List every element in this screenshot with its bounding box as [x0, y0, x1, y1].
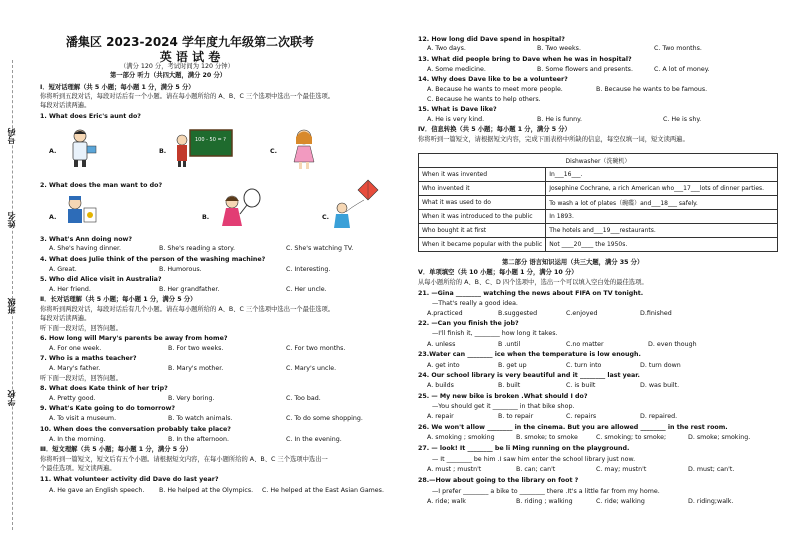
q22-option-b[interactable]: B .until — [498, 341, 521, 348]
q13-options — [418, 66, 778, 74]
q14-option-c[interactable]: C. Because he wants to help others. — [427, 96, 541, 103]
table-row — [419, 168, 778, 182]
question-14: 14. Why does Dave like to be a volunteer? — [418, 76, 568, 83]
q9-options — [40, 415, 392, 423]
q4-option-c[interactable]: C. Interesting. — [286, 266, 331, 273]
q24-option-a[interactable]: A. builds — [427, 382, 454, 389]
section1-instruction-2: 每段对话读两遍。 — [40, 102, 91, 109]
q22-option-c[interactable]: C.no matter — [566, 341, 604, 348]
q27-option-a[interactable]: A. must ; mustn't — [427, 466, 482, 473]
q23-option-a[interactable]: A. get into — [427, 362, 460, 369]
q4-option-a[interactable]: A. Great. — [49, 266, 77, 273]
q26-option-a[interactable]: A. smoking ; smoking — [427, 434, 495, 441]
q6-option-c[interactable]: C. For two months. — [286, 345, 346, 352]
section4-instruction: 你将听到一篇短文，请根据短文内容，完成下面表格中所缺的信息，每空仅填一词，短文读两遍。 — [418, 136, 689, 143]
q21-option-b[interactable]: B.suggested — [498, 310, 538, 317]
blank-16[interactable]: In___16___. — [546, 168, 778, 182]
question-26: 26. We won't allow ________ in the cinema. But you are allowed ________ in the rest room. — [418, 424, 728, 431]
q26-option-d[interactable]: D. smoke; smoking. — [688, 434, 751, 441]
q6-option-a[interactable]: A. For one week. — [49, 345, 102, 352]
q25-option-a[interactable]: A. repair — [427, 413, 454, 420]
teacher-blackboard-icon — [174, 126, 236, 168]
q9-option-a[interactable]: A. To visit a museum. — [49, 415, 117, 422]
q14-options — [418, 86, 778, 94]
option-label-b: B. — [159, 148, 167, 155]
row-value: In 1893. — [546, 210, 778, 224]
label-class: 班级 — [7, 298, 16, 314]
question-6: 6. How long will Mary's parents be away from home? — [40, 335, 228, 342]
girl-tennis-icon — [216, 188, 266, 232]
q22-options — [418, 341, 778, 349]
question-27: 27. — look! It ________ be li Ming running on the playground. — [418, 445, 630, 452]
q4-options — [40, 266, 392, 274]
option-label-c: C. — [270, 148, 278, 155]
q12-option-a[interactable]: A. Two days. — [427, 45, 466, 52]
q23-option-d[interactable]: D. turn down — [640, 362, 681, 369]
q13-option-c[interactable]: C. A lot of money. — [654, 66, 710, 73]
question-4: 4. What does Julie think of the person of the washing machine? — [40, 256, 266, 263]
q28-reply: —I prefer ________ a bike to ________ there .It's a little far from my home. — [432, 488, 660, 495]
section2-listen-1: 听下面一段对话，回答问题。 — [40, 325, 122, 332]
section2-heading: Ⅱ．长对话理解（共 5 小题；每小题 1 分，满分 5 分） — [40, 296, 197, 303]
table-row — [419, 210, 778, 224]
part2-heading: 第二部分 语言知识运用（共三大题，满分 35 分） — [502, 259, 644, 266]
question-12: 12. How long did Dave spend in hospital? — [418, 36, 565, 43]
table-row — [419, 224, 778, 238]
q7-option-b[interactable]: B. Mary's mother. — [168, 365, 224, 372]
q27-option-d[interactable]: D. must; can't. — [688, 466, 735, 473]
q14-option-b[interactable]: B. Because he wants to be famous. — [596, 86, 708, 93]
q12-option-b[interactable]: B. Two weeks. — [537, 45, 581, 52]
q7-option-a[interactable]: A. Mary's father. — [49, 365, 101, 372]
row-key: Who bought it at first — [419, 224, 546, 238]
question-8: 8. What does Kate think of her trip? — [40, 385, 168, 392]
section5-instruction: 从每小题所给的 A、B、C、D 四个选项中，选出一个可以填入空白处的最佳选项。 — [418, 279, 648, 286]
section3-instruction-2: 个最佳选项。短文读两遍。 — [40, 465, 116, 472]
question-21: 21. —Gina ________ watching the news about FIFA on TV tonight. — [418, 290, 644, 297]
row-key: Who invented it — [419, 182, 546, 196]
section2-instruction-2: 每段对话读两遍。 — [40, 315, 91, 322]
question-1: 1. What does Eric's aunt do? — [40, 113, 141, 120]
binding-margin — [0, 0, 24, 550]
question-24: 24. Our school library is very beautiful and it ________ last year. — [418, 372, 640, 379]
question-5: 5. Who did Alice visit in Australia? — [40, 276, 162, 283]
q21-options — [418, 310, 778, 318]
section5-heading: Ⅴ．单项填空（共 10 小题；每小题 1 分，满分 10 分） — [418, 269, 578, 276]
q15-option-a[interactable]: A. He is very kind. — [427, 116, 485, 123]
q25-option-b[interactable]: B. to repair — [498, 413, 534, 420]
part1-heading: 第一部分 听力（共四大题，满分 20 分） — [110, 72, 227, 79]
q5-options — [40, 286, 392, 294]
q26-option-c[interactable]: C. smoking; to smoke; — [596, 434, 667, 441]
q3-option-a[interactable]: A. She's having dinner. — [49, 245, 122, 252]
q23-option-b[interactable]: B. get up — [498, 362, 527, 369]
q7-options — [40, 365, 392, 373]
q6-option-b[interactable]: B. For two weeks. — [168, 345, 224, 352]
q8-option-c[interactable]: C. Too bad. — [286, 395, 321, 402]
q21-option-a[interactable]: A.practiced — [427, 310, 463, 317]
q9-option-b[interactable]: B. To watch animals. — [168, 415, 233, 422]
q27-options — [418, 466, 778, 474]
q11-option-c[interactable]: C. He helped at the East Asian Games. — [262, 487, 384, 494]
row-key: When it became popular with the public — [419, 238, 546, 252]
q3-options — [40, 245, 392, 253]
section2-instruction: 你将听到两段对话，每段对话后有几个小题。请在每小题所给的 A、B、C 三个选项中选出一个最佳选项。 — [40, 306, 335, 313]
section3-instruction: 你将听到一篇短文，短文后有五个小题。请根据短文内容，在每小题所给的 A、B、C 三个选项中选出一 — [40, 456, 328, 463]
option-label-b-2: B. — [202, 214, 210, 221]
dishwasher-table — [418, 153, 778, 252]
label-number: 号码 — [7, 128, 16, 144]
q28-option-d[interactable]: D. riding;walk. — [688, 498, 734, 505]
section1-instruction: 你将听到五段对话，每段对话后有一个小题。请在每小题所给的 A、B、C 三个选项中选出一个最佳选项。 — [40, 93, 335, 100]
q27-option-c[interactable]: C. may; mustn't — [596, 466, 647, 473]
boy-painting-icon — [60, 194, 100, 230]
q8-options — [40, 395, 392, 403]
blackboard-text: 100 - 50 = ? — [195, 137, 226, 143]
q22-option-a[interactable]: A. unless — [427, 341, 456, 348]
q10-option-c[interactable]: C. In the evening. — [286, 436, 342, 443]
table-header: Dishwasher（洗碗机） — [419, 154, 778, 168]
option-label-c-2: C. — [322, 214, 330, 221]
q5-option-c[interactable]: C. Her uncle. — [286, 286, 327, 293]
q13-option-b[interactable]: B. Some flowers and presents. — [537, 66, 633, 73]
exam-title: 潘集区 2023-2024 学年度九年级第二次联考 — [65, 35, 315, 49]
q15-option-c[interactable]: C. He is shy. — [663, 116, 702, 123]
blank-17[interactable]: Josephine Cochrane, a rich American who___17___lots of dinner parties. — [546, 182, 778, 196]
q9-option-c[interactable]: C. To do some shopping. — [286, 415, 363, 422]
q10-option-a[interactable]: A. In the morning. — [49, 436, 106, 443]
q27-option-b[interactable]: B. can; can't — [516, 466, 556, 473]
section3-heading: Ⅲ．短文理解（共 5 小题；每小题 1 分，满分 5 分） — [40, 446, 192, 453]
q28-options — [418, 498, 778, 506]
q24-option-c[interactable]: C. is built — [566, 382, 596, 389]
q11-options — [40, 487, 392, 495]
question-2: 2. What does the man want to do? — [40, 182, 163, 189]
q8-option-b[interactable]: B. Very boring. — [168, 395, 215, 402]
q28-option-b[interactable]: B. riding ; walking — [516, 498, 573, 505]
q23-option-c[interactable]: C. turn into — [566, 362, 602, 369]
question-15: 15. What is Dave like? — [418, 106, 497, 113]
option-label-a: A. — [49, 148, 57, 155]
q11-option-b[interactable]: B. He helped at the Olympics. — [159, 487, 254, 494]
q10-options — [40, 436, 392, 444]
q13-option-a[interactable]: A. Some medicine. — [427, 66, 486, 73]
section1-heading: Ⅰ．短对话理解（共 5 小题；每小题 1 分，满分 5 分） — [40, 84, 195, 91]
q5-option-b[interactable]: B. Her grandfather. — [159, 286, 220, 293]
q28-option-a[interactable]: A. ride; walk — [427, 498, 466, 505]
q4-option-b[interactable]: B. Humorous. — [159, 266, 202, 273]
q23-options — [418, 362, 778, 370]
q25-option-c[interactable]: C. repairs — [566, 413, 597, 420]
exam-subtitle: 英 语 试 卷 — [159, 50, 221, 64]
q22-reply: —I'll finish it, ________ how long it takes. — [432, 330, 558, 337]
q21-option-c[interactable]: C.enjoyed — [566, 310, 598, 317]
q3-option-c[interactable]: C. She's watching TV. — [286, 245, 354, 252]
q26-options — [418, 434, 778, 442]
exam-note: （满分 120 分，考试时间为 120 分钟） — [120, 63, 234, 70]
question-11: 11. What volunteer activity did Dave do last year? — [40, 476, 219, 483]
q25-option-d[interactable]: D. repaired. — [640, 413, 678, 420]
question-28: 28.—How about going to the library on foot ? — [418, 477, 579, 484]
q12-options — [418, 45, 778, 53]
question-23: 23.Water can ________ ice when the temperature is low enough. — [418, 351, 641, 358]
option-label-a-2: A. — [49, 214, 57, 221]
girl-singer-icon — [288, 128, 322, 170]
question-3: 3. What's Ann doing now? — [40, 236, 133, 243]
q24-option-d[interactable]: D. was built. — [640, 382, 680, 389]
q14-option-a[interactable]: A. Because he wants to meet more people. — [427, 86, 563, 93]
q8-option-a[interactable]: A. Pretty good. — [49, 395, 96, 402]
q25-reply: —You should get it ________ in that bike shop. — [432, 403, 575, 410]
q12-option-c[interactable]: C. Two months. — [654, 45, 702, 52]
table-row — [419, 238, 778, 252]
blank-19[interactable]: The hotels and___19___restaurants. — [546, 224, 778, 238]
table-row — [419, 182, 778, 196]
section4-heading: Ⅳ．信息转换（共 5 小题；每小题 1 分，满分 5 分） — [418, 126, 571, 133]
row-key: When it was introduced to the public — [419, 210, 546, 224]
question-25: 25. — My new bike is broken .What should I do? — [418, 393, 588, 400]
girl-kite-icon — [330, 178, 382, 232]
q22-option-d[interactable]: D. even though — [648, 341, 697, 348]
q26-option-b[interactable]: B. smoke; to smoke — [516, 434, 578, 441]
q3-option-b[interactable]: B. She's reading a story. — [159, 245, 235, 252]
q6-options — [40, 345, 392, 353]
blank-20[interactable]: Not ____20____ the 1950s. — [546, 238, 778, 252]
q27-reply: — It ________ be him .I saw him enter the school library just now. — [432, 456, 636, 463]
q7-option-c[interactable]: C. Mary's uncle. — [286, 365, 337, 372]
q28-option-c[interactable]: C. ride; walking — [596, 498, 645, 505]
question-13: 13. What did people bring to Dave when he was in hospital? — [418, 56, 632, 63]
q21-reply: —That's really a good idea. — [432, 300, 518, 307]
q15-options — [418, 116, 778, 124]
question-10: 10. When does the conversation probably take place? — [40, 426, 231, 433]
row-key: What it was used to do — [419, 196, 546, 210]
q24-options — [418, 382, 778, 390]
q25-options — [418, 413, 778, 421]
q11-option-a[interactable]: A. He gave an English speech. — [49, 487, 145, 494]
blank-18[interactable]: To wash a lot of plates（碗碟）and___18___ safely. — [546, 196, 778, 210]
q5-option-a[interactable]: A. Her friend. — [49, 286, 91, 293]
question-9: 9. What's Kate going to do tomorrow? — [40, 405, 176, 412]
label-name: 姓名 — [7, 212, 16, 228]
section2-listen-2: 听下面一段对话，回答问题。 — [40, 375, 122, 382]
doctor-icon — [62, 128, 102, 168]
table-row — [419, 196, 778, 210]
q21-option-d[interactable]: D.finished — [640, 310, 672, 317]
label-school: 学校 — [7, 390, 16, 406]
q10-option-b[interactable]: B. In the afternoon. — [168, 436, 229, 443]
question-22: 22. —Can you finish the job? — [418, 320, 519, 327]
row-key: When it was invented — [419, 168, 546, 182]
q24-option-b[interactable]: B. built — [498, 382, 521, 389]
question-7: 7. Who is a maths teacher? — [40, 355, 137, 362]
q15-option-b[interactable]: B. He is funny. — [537, 116, 582, 123]
